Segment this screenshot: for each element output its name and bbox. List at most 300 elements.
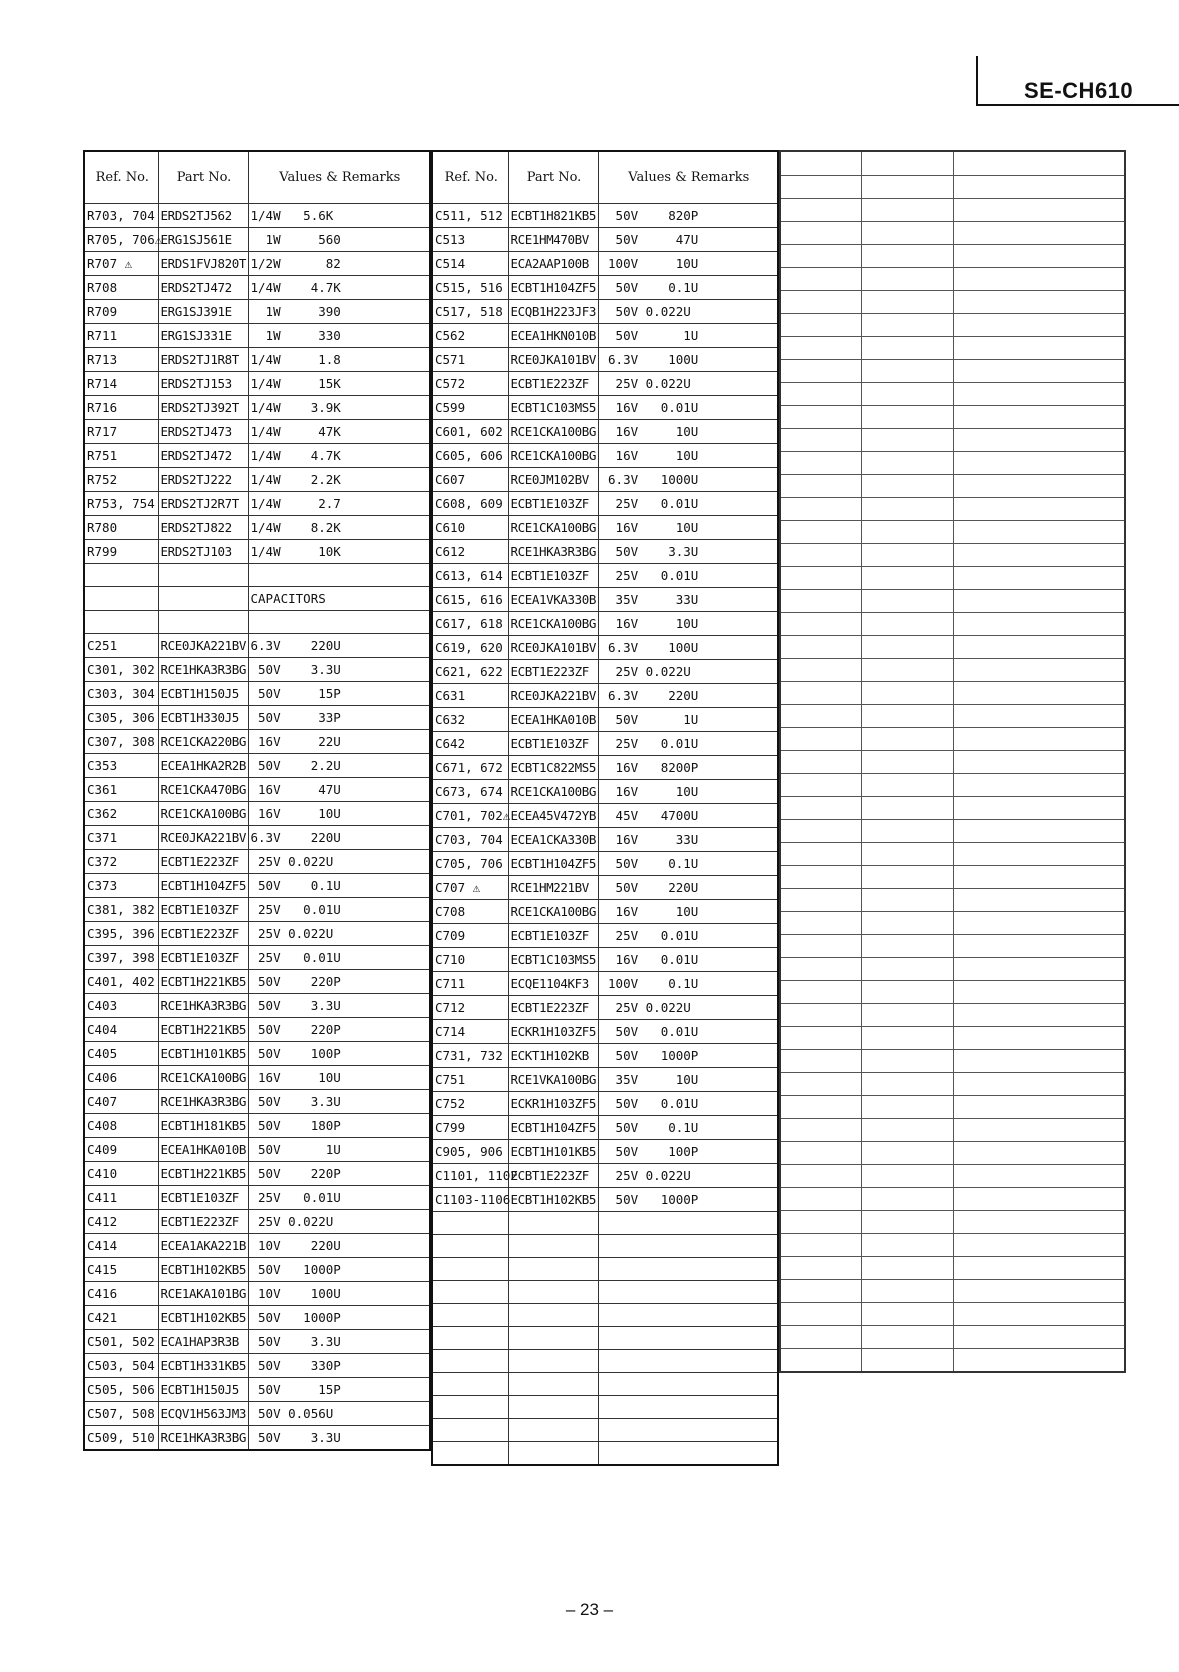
table-row [433,515,777,539]
table-row [85,1305,429,1329]
blank-cell [861,1325,953,1348]
value-cell: 50V 0.01U [598,1091,777,1115]
ref-cell: C501, 502 [85,1329,158,1353]
table-row [85,1209,429,1233]
table-row [85,1113,429,1137]
table-row [433,1019,777,1043]
blank-cell [953,1049,1124,1072]
table-row [433,371,777,395]
part-cell: ECBT1C822MS5 [508,755,598,779]
blank-row [781,1026,1124,1049]
ref-cell: C599 [433,395,508,419]
ref-cell: C673, 674 [433,779,508,803]
blank-cell [781,957,861,980]
blank-cell [781,313,861,336]
value-cell: 50V 3.3U [598,539,777,563]
ref-cell: R751 [85,443,158,467]
col-part-no: Part No. [158,152,248,203]
table-row [85,347,429,371]
blank-row [781,1210,1124,1233]
blank-row [781,451,1124,474]
blank-cell [861,888,953,911]
part-cell: ECBT1H221KB5 [158,1017,248,1041]
blank-row [781,934,1124,957]
blank-cell [861,773,953,796]
blank-cell [781,1256,861,1279]
blank-cell [861,750,953,773]
table-row [433,851,777,875]
col-values-remarks: Values & Remarks [248,152,429,203]
blank-cell [508,1349,598,1372]
value-cell: 16V 22U [248,729,429,753]
ref-cell: C712 [433,995,508,1019]
ref-cell: C509, 510 [85,1425,158,1449]
table-row [85,729,429,753]
table-row [433,1115,777,1139]
blank-cell [861,405,953,428]
blank-cell [433,1211,508,1234]
blank-cell [861,566,953,589]
blank-cell [781,405,861,428]
ref-cell: C613, 614 [433,563,508,587]
model-number: SE-CH610 [1024,78,1134,103]
value-cell: 1/4W 15K [248,371,429,395]
blank-cell [598,1395,777,1418]
ref-cell: C361 [85,777,158,801]
ref-cell: C571 [433,347,508,371]
part-cell: ECBT1H104ZF5 [508,1115,598,1139]
part-cell: RCE0JKA101BV [508,635,598,659]
blank-cell [781,980,861,1003]
blank-cell [953,1233,1124,1256]
part-cell: RCE0JKA221BV [158,825,248,849]
parts-panel-1 [83,150,431,1451]
blank-cell [953,175,1124,198]
table-row [85,203,429,227]
blank-row [781,1049,1124,1072]
part-cell: ERDS2TJ103 [158,539,248,563]
blank-cell [953,290,1124,313]
ref-cell: C373 [85,873,158,897]
part-cell: ERDS1FVJ820T [158,251,248,275]
value-cell: 100V 0.1U [598,971,777,995]
part-cell: ERG1SJ331E [158,323,248,347]
value-cell: 25V 0.022U [598,1163,777,1187]
blank-cell [861,543,953,566]
blank-cell [781,1072,861,1095]
blank-cell [861,382,953,405]
blank-cell [781,1026,861,1049]
blank-cell [861,658,953,681]
blank-row [781,796,1124,819]
table-row [85,849,429,873]
part-cell: RCE0JKA101BV [508,347,598,371]
ref-cell: C371 [85,825,158,849]
table-row [85,491,429,515]
ref-cell: C401, 402 [85,969,158,993]
part-cell: ECEA1HKA010B [158,1137,248,1161]
blank-cell [861,336,953,359]
blank-cell [953,1256,1124,1279]
table-row [433,659,777,683]
part-cell: ECBT1E103ZF [158,897,248,921]
value-cell: 16V 10U [598,419,777,443]
value-cell: 50V 330P [248,1353,429,1377]
blank-row [781,957,1124,980]
part-cell: ECBT1E223ZF [508,995,598,1019]
value-cell: 6.3V 220U [248,633,429,657]
blank-cell [861,1049,953,1072]
value-cell: 50V 100P [248,1041,429,1065]
part-cell: ECBT1H104ZF5 [508,275,598,299]
table-row [85,419,429,443]
ref-cell: C412 [85,1209,158,1233]
ref-cell: C421 [85,1305,158,1329]
part-cell: ECBT1E223ZF [158,849,248,873]
ref-cell: R705, 706⚠ [85,227,158,251]
blank-row [433,1349,777,1372]
ref-cell: C621, 622 [433,659,508,683]
value-cell [248,563,429,586]
blank-cell [861,244,953,267]
part-cell: ECBT1E103ZF [508,491,598,515]
table-row [433,251,777,275]
blank-cell [508,1257,598,1280]
part-cell: ECBT1H101KB5 [158,1041,248,1065]
part-cell: RCE0JKA221BV [508,683,598,707]
ref-cell: C505, 506 [85,1377,158,1401]
blank-cell [508,1211,598,1234]
table-row [85,467,429,491]
blank-row [781,589,1124,612]
blank-cell [861,520,953,543]
blank-row [781,382,1124,405]
ref-cell: C408 [85,1113,158,1137]
title-block-vline [976,56,978,106]
value-cell: 50V 0.1U [598,1115,777,1139]
blank-row [781,1348,1124,1371]
table-row [433,563,777,587]
blank-cell [861,612,953,635]
part-cell: ECEA1AKA221B [158,1233,248,1257]
part-cell [158,586,248,610]
blank-row [781,727,1124,750]
part-cell: ERG1SJ561E [158,227,248,251]
ref-cell: C905, 906 [433,1139,508,1163]
value-cell: 1/4W 5.6K [248,203,429,227]
blank-row [781,911,1124,934]
blank-cell [508,1234,598,1257]
ref-cell: C731, 732 [433,1043,508,1067]
part-cell: ECKT1H102KB [508,1043,598,1067]
blank-cell [598,1257,777,1280]
table-row [85,251,429,275]
blank-cell [508,1372,598,1395]
part-cell: RCE1CKA220BG [158,729,248,753]
table-row [85,1257,429,1281]
blank-row [781,842,1124,865]
value-cell: 50V 820P [598,203,777,227]
value-cell: 50V 0.01U [598,1019,777,1043]
col-ref-no: Ref. No. [433,152,508,203]
ref-cell: C416 [85,1281,158,1305]
blank-row [781,704,1124,727]
value-cell: 25V 0.022U [598,995,777,1019]
blank-cell [781,1233,861,1256]
table-row [85,1329,429,1353]
blank-cell [953,1302,1124,1325]
table-row [85,1233,429,1257]
blank-cell [781,750,861,773]
value-cell: 25V 0.01U [598,491,777,515]
table-row [433,923,777,947]
part-cell [158,610,248,633]
table-row [85,515,429,539]
blank-cell [781,1187,861,1210]
table-row [85,1089,429,1113]
blank-cell [861,957,953,980]
blank-cell [953,980,1124,1003]
blank-cell [861,1072,953,1095]
table-row [433,419,777,443]
value-cell: 1W 330 [248,323,429,347]
value-cell: 50V 3.3U [248,1425,429,1449]
table-row [433,539,777,563]
part-cell: RCE1HKA3R3BG [158,993,248,1017]
table-row [85,1401,429,1425]
blank-cell [861,1256,953,1279]
part-cell: RCE1HM221BV [508,875,598,899]
blank-cell [781,842,861,865]
part-cell: ECEA45V472YB [508,803,598,827]
value-cell: 45V 4700U [598,803,777,827]
part-cell [158,563,248,586]
table-row [85,299,429,323]
ref-cell: C517, 518 [433,299,508,323]
blank-cell [598,1441,777,1464]
value-cell: 25V 0.01U [598,731,777,755]
blank-cell [861,1026,953,1049]
part-cell: ECBT1E223ZF [158,1209,248,1233]
part-cell: RCE1CKA100BG [508,443,598,467]
table-row [433,827,777,851]
blank-cell [861,152,953,175]
blank-cell [781,1325,861,1348]
table-row [433,467,777,491]
blank-row [781,313,1124,336]
blank-cell [953,888,1124,911]
blank-cell [781,704,861,727]
ref-cell: C410 [85,1161,158,1185]
ref-cell: C708 [433,899,508,923]
part-cell: ECBT1C103MS5 [508,947,598,971]
part-cell: ECBT1E103ZF [158,1185,248,1209]
blank-cell [508,1395,598,1418]
part-cell: ECBT1H821KB5 [508,203,598,227]
ref-cell: R709 [85,299,158,323]
blank-row [781,658,1124,681]
blank-cell [781,1118,861,1141]
blank-cell [433,1303,508,1326]
ref-cell: C507, 508 [85,1401,158,1425]
table-row [433,1091,777,1115]
value-cell: 50V 220P [248,1017,429,1041]
blank-cell [953,1210,1124,1233]
part-cell: ECBT1E103ZF [508,563,598,587]
title-block-hline [976,104,1179,106]
part-cell: RCE0JM102BV [508,467,598,491]
ref-cell: C395, 396 [85,921,158,945]
table-row [85,681,429,705]
value-cell: 10V 220U [248,1233,429,1257]
value-cell: 50V 220P [248,1161,429,1185]
blank-cell [433,1326,508,1349]
table-row [433,347,777,371]
blank-cell [953,474,1124,497]
ref-cell: C1103-1106 [433,1187,508,1211]
blank-cell [953,635,1124,658]
blank-cell [781,359,861,382]
blank-cell [953,957,1124,980]
blank-cell [953,428,1124,451]
ref-cell: C631 [433,683,508,707]
part-cell: ERDS2TJ822 [158,515,248,539]
value-cell: 25V 0.01U [598,923,777,947]
blank-cell [953,405,1124,428]
ref-cell: C701, 702⚠ [433,803,508,827]
table-row [85,1041,429,1065]
ref-cell: C381, 382 [85,897,158,921]
blank-cell [953,865,1124,888]
blank-cell [781,198,861,221]
part-cell: ECA2AAP100B [508,251,598,275]
value-cell: 16V 10U [598,443,777,467]
part-cell: RCE1CKA100BG [158,801,248,825]
value-cell: 16V 10U [598,779,777,803]
value-cell: 16V 10U [248,1065,429,1089]
blank-cell [781,612,861,635]
blank-cell [433,1418,508,1441]
blank-cell [953,267,1124,290]
blank-cell [953,911,1124,934]
blank-cell [781,221,861,244]
blank-row [781,474,1124,497]
value-cell: 16V 33U [598,827,777,851]
ref-cell: R799 [85,539,158,563]
table-row [433,707,777,731]
blank-cell [508,1280,598,1303]
part-cell: ECBT1H101KB5 [508,1139,598,1163]
ref-cell [85,586,158,610]
blank-row [781,1187,1124,1210]
ref-cell: R711 [85,323,158,347]
ref-cell: C414 [85,1233,158,1257]
blank-cell [953,1003,1124,1026]
ref-cell: C409 [85,1137,158,1161]
table-row [85,1425,429,1449]
table-row [85,586,429,610]
blank-cell [861,1164,953,1187]
blank-cell [861,796,953,819]
blank-cell [861,934,953,957]
blank-cell [861,842,953,865]
value-cell: 1/4W 2.7 [248,491,429,515]
part-cell: RCE1HM470BV [508,227,598,251]
part-cell: RCE1CKA100BG [158,1065,248,1089]
blank-row [781,819,1124,842]
blank-cell [953,612,1124,635]
table-row [85,657,429,681]
blank-row [781,773,1124,796]
ref-cell: C752 [433,1091,508,1115]
blank-row [781,1095,1124,1118]
value-cell: 16V 0.01U [598,395,777,419]
blank-cell [861,819,953,842]
part-cell: ECBT1E223ZF [508,659,598,683]
blank-cell [861,865,953,888]
value-cell: 50V 1U [598,707,777,731]
part-cell: ERDS2TJ153 [158,371,248,395]
blank-cell [861,1118,953,1141]
ref-cell: C301, 302 [85,657,158,681]
blank-row [433,1234,777,1257]
blank-cell [953,313,1124,336]
part-cell: ECBT1E223ZF [508,371,598,395]
value-cell: 1/2W 82 [248,251,429,275]
blank-cell [781,1302,861,1325]
blank-cell [508,1326,598,1349]
value-cell: 25V 0.022U [248,849,429,873]
value-cell: 50V 0.1U [598,275,777,299]
blank-cell [861,727,953,750]
part-cell: ERDS2TJ472 [158,275,248,299]
blank-cell [781,336,861,359]
blank-row [781,175,1124,198]
table-row [85,1377,429,1401]
blank-cell [781,727,861,750]
value-cell: 1W 560 [248,227,429,251]
value-cell: 50V 47U [598,227,777,251]
blank-parts-table [781,152,1124,1371]
blank-cell [953,244,1124,267]
ref-cell: R703, 704 [85,203,158,227]
blank-cell [953,704,1124,727]
part-cell: RCE1CKA100BG [508,899,598,923]
ref-cell: C615, 616 [433,587,508,611]
part-cell: RCE1HKA3R3BG [158,1425,248,1449]
blank-parts-panel [779,150,1126,1373]
blank-cell [781,1210,861,1233]
ref-cell: C617, 618 [433,611,508,635]
blank-cell [781,911,861,934]
part-cell: ECKR1H103ZF5 [508,1091,598,1115]
blank-cell [781,773,861,796]
blank-cell [861,221,953,244]
blank-cell [861,1302,953,1325]
part-cell: RCE1VKA100BG [508,1067,598,1091]
part-cell: ECBT1E103ZF [158,945,248,969]
table-row [433,899,777,923]
blank-cell [781,589,861,612]
part-cell: RCE1HKA3R3BG [508,539,598,563]
value-cell: 1/4W 47K [248,419,429,443]
table-row [85,1017,429,1041]
blank-cell [953,750,1124,773]
value-cell: 25V 0.022U [248,1209,429,1233]
table-row [85,705,429,729]
table-row [433,491,777,515]
part-cell: RCE1CKA100BG [508,779,598,803]
